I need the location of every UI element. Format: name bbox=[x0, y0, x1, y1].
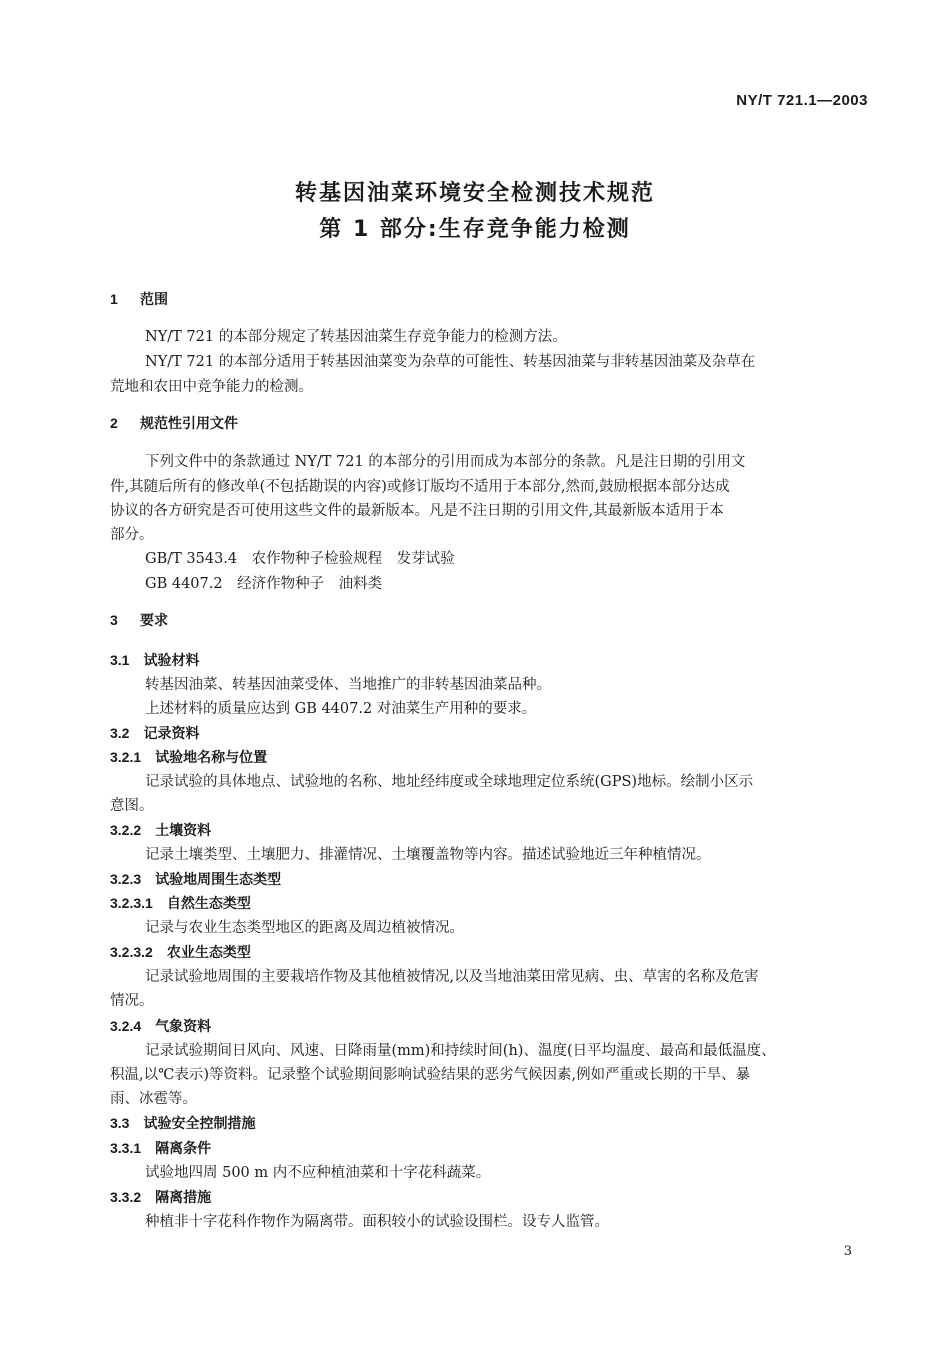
paragraph-line: 记录与农业生态类型地区的距离及周边植被情况。 bbox=[145, 920, 464, 936]
paragraph-line: 积温,以℃表示)等资料。记录整个试验期间影响试验结果的恶劣气候因素,例如严重或长期的干旱、暴 bbox=[110, 1067, 751, 1083]
reference-item: GB 4407.2 经济作物种子 油料类 bbox=[145, 576, 383, 592]
reference-item: GB/T 3543.4 农作物种子检验规程 发芽试验 bbox=[145, 551, 455, 567]
subsection-3-3-2-heading: 3.3.2 隔离措施 bbox=[110, 1189, 212, 1206]
subsection-3-2-3-1-heading: 3.2.3.1 自然生态类型 bbox=[110, 895, 251, 912]
section-2-heading bbox=[110, 413, 238, 434]
paragraph-line: 荒地和农田中竞争能力的检测。 bbox=[110, 379, 313, 395]
standard-number: NY/T 721.1—2003 bbox=[736, 92, 868, 109]
subsection-3-3-heading: 3.3 试验安全控制措施 bbox=[110, 1115, 256, 1132]
subsection-3-2-4-heading: 3.2.4 气象资料 bbox=[110, 1018, 212, 1035]
paragraph-line: 记录试验期间日风向、风速、日降雨量(mm)和持续时间(h)、温度(日平均温度、最高和最低温度、 bbox=[145, 1043, 776, 1059]
paragraph-line: 协议的各方研究是否可使用这些文件的最新版本。凡是不注日期的引用文件,其最新版本适用于本 bbox=[110, 503, 724, 519]
paragraph-line: 转基因油菜、转基因油菜受体、当地推广的非转基因油菜品种。 bbox=[145, 677, 551, 693]
paragraph-line: 上述材料的质量应达到 GB 4407.2 对油菜生产用种的要求。 bbox=[145, 701, 537, 717]
subsection-3-2-1-heading: 3.2.1 试验地名称与位置 bbox=[110, 749, 268, 766]
subsection-3-2-3-heading: 3.2.3 试验地周围生态类型 bbox=[110, 871, 282, 888]
subsection-3-2-3-2-heading: 3.2.3.2 农业生态类型 bbox=[110, 944, 251, 961]
paragraph-line: 试验地四周 500 m 内不应种植油菜和十字花科蔬菜。 bbox=[145, 1165, 491, 1181]
paragraph-line: 记录试验的具体地点、试验地的名称、地址经纬度或全球地理定位系统(GPS)地标。绘制小区示 bbox=[145, 774, 754, 790]
document-title-line1: 转基因油菜环境安全检测技术规范 bbox=[294, 181, 655, 206]
section-1-heading bbox=[110, 289, 168, 310]
paragraph-line: 雨、冰雹等。 bbox=[110, 1091, 197, 1107]
paragraph-line: 种植非十字花科作物作为隔离带。面积较小的试验设围栏。设专人监管。 bbox=[145, 1214, 609, 1230]
section-title: 要求 bbox=[140, 613, 168, 629]
paragraph-line: 记录土壤类型、土壤肥力、排灌情况、土壤覆盖物等内容。描述试验地近三年种植情况。 bbox=[145, 847, 711, 863]
paragraph-line: 件,其随后所有的修改单(不包括勘误的内容)或修订版均不适用于本部分,然而,鼓励根据本部分达成 bbox=[110, 479, 730, 495]
paragraph-line: NY/T 721 的本部分规定了转基因油菜生存竞争能力的检测方法。 bbox=[145, 329, 567, 345]
section-3-heading bbox=[110, 610, 168, 631]
paragraph-line: 记录试验地周围的主要栽培作物及其他植被情况,以及当地油菜田常见病、虫、草害的名称及危害 bbox=[145, 969, 759, 985]
section-number: 1 bbox=[110, 291, 118, 307]
section-number: 2 bbox=[110, 415, 118, 431]
subsection-3-3-1-heading: 3.3.1 隔离条件 bbox=[110, 1140, 212, 1157]
document-title-line2: 第 1 部分:生存竞争能力检测 bbox=[319, 217, 631, 242]
section-number: 3 bbox=[110, 612, 118, 628]
subsection-3-1-heading: 3.1 试验材料 bbox=[110, 652, 200, 669]
page-number: 3 bbox=[843, 1244, 852, 1259]
paragraph-line: 部分。 bbox=[110, 527, 154, 543]
subsection-3-2-2-heading: 3.2.2 土壤资料 bbox=[110, 822, 212, 839]
paragraph-line: 意图。 bbox=[110, 798, 154, 814]
paragraph-line: 下列文件中的条款通过 NY/T 721 的本部分的引用而成为本部分的条款。凡是注日期的引用文 bbox=[145, 454, 746, 470]
paragraph-line: NY/T 721 的本部分适用于转基因油菜变为杂草的可能性、转基因油菜与非转基因油菜及杂草在 bbox=[145, 354, 756, 370]
section-title: 规范性引用文件 bbox=[140, 416, 238, 432]
subsection-3-2-heading: 3.2 记录资料 bbox=[110, 725, 200, 742]
paragraph-line: 情况。 bbox=[110, 993, 154, 1009]
section-title: 范围 bbox=[140, 292, 168, 308]
